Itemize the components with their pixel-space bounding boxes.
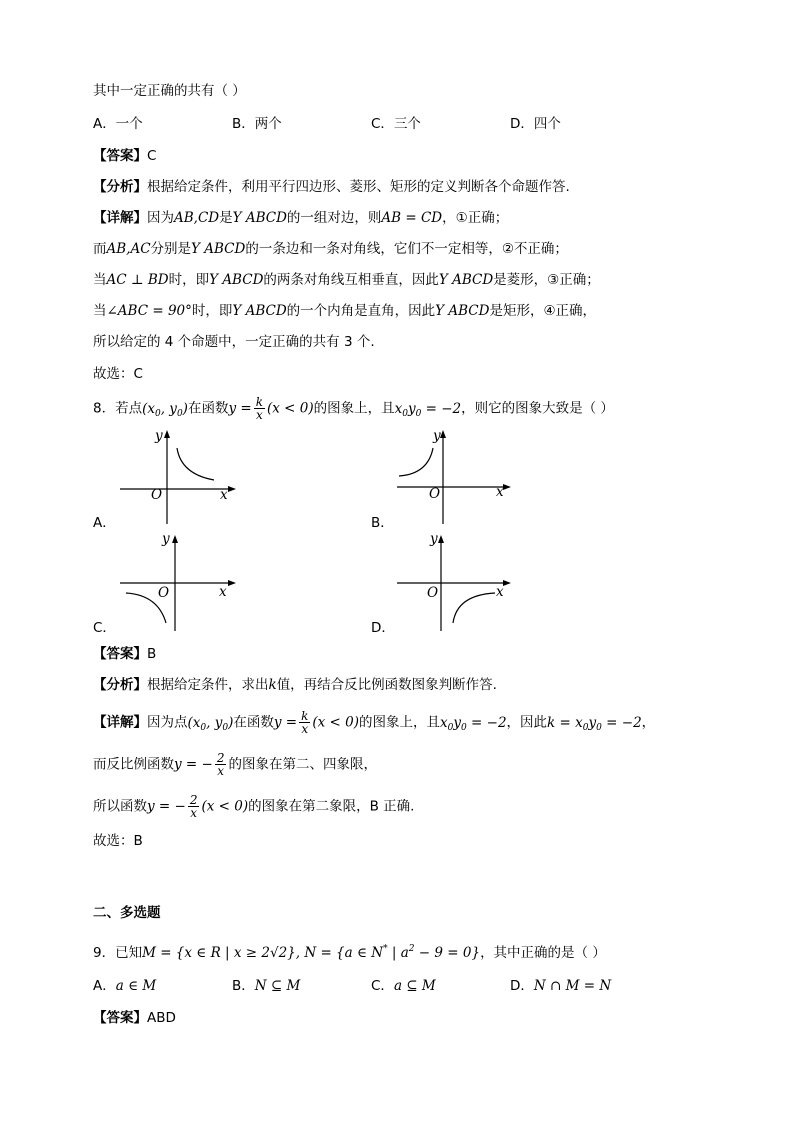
q8-stem-fraction: $\frac{k}{x}$	[255, 395, 263, 422]
graph-d-x-arrow	[503, 580, 511, 586]
q7-option-b: B．两个	[232, 116, 282, 132]
graph-b-x-arrow	[503, 484, 511, 490]
q7-intro: 其中一定正确的共有（ ）	[93, 83, 246, 99]
graph-b-x-label: x	[496, 484, 504, 500]
q8-detail-fraction: $\frac{k}{x}$	[301, 709, 309, 736]
graph-c-x-arrow	[228, 580, 236, 586]
graph-a-y-label: y	[155, 428, 163, 444]
graph-c-y-label: y	[162, 531, 170, 547]
graph-b	[395, 428, 513, 526]
graph-a-x-label: x	[220, 487, 228, 503]
graph-d-origin-label: O	[427, 585, 439, 601]
q8-detail-line-3: 所以函数y = − $\frac{2}{x}$ (x < 0)的图象在第二象限，B 正确.	[93, 793, 415, 820]
q7-option-a: A．一个	[93, 116, 143, 132]
q8-option-a: A．	[93, 515, 116, 531]
graph-a-x-arrow	[228, 486, 236, 492]
q8-detail-line-2: 而反比例函数y = − $\frac{2}{x}$ 的图象在第二、四象限，	[93, 751, 377, 778]
graph-c	[118, 533, 238, 633]
q8-stem: 8．若点($x_0$, $y_0$)在函数y = $\frac{k}{x}$ (x < 0)的图象上，且$x_0y_0 = -2$，则它的图象大致是（ ）	[93, 395, 614, 422]
q7-detail-line-2: 而AB,AC分别是Y ABCD的一条边和一条对角线，它们不一定相等，②不正确；	[93, 241, 568, 257]
q8-choice: 故选：B	[93, 833, 143, 849]
q8-option-d: D．	[371, 620, 395, 636]
graph-c-y-arrow	[172, 535, 178, 543]
q9-option-a: A．a ∈ M	[93, 978, 157, 994]
q8-detail3-fraction: $\frac{2}{x}$	[189, 793, 198, 820]
q9-stem: 9．已知M = {x ∈ R | x ≥ 2√2}, N = {a ∈ N* | $a^2 - 9 = 0$}，其中正确的是（ ）	[93, 944, 606, 961]
graph-a-origin-label: O	[151, 487, 163, 503]
graph-b-origin-label: O	[429, 486, 441, 502]
q8-answer: 【答案】B	[93, 646, 157, 662]
graph-b-curve	[399, 448, 433, 476]
graph-a-y-arrow	[164, 430, 170, 438]
q8-detail2-fraction: $\frac{2}{x}$	[216, 751, 225, 778]
q7-detail-line-3: 当AC ⊥ BD时，即Y ABCD的两条对角线互相垂直，因此Y ABCD是菱形，③正确；	[93, 272, 600, 288]
graph-d-curve	[453, 593, 495, 623]
graph-d-y-label: y	[430, 531, 438, 547]
graph-d-x-label: x	[496, 584, 504, 600]
graph-a	[118, 428, 238, 526]
graph-d	[395, 533, 513, 633]
q7-option-c: C．三个	[371, 116, 421, 132]
q8-option-c: C．	[93, 620, 116, 636]
q7-option-d: D．四个	[510, 116, 561, 132]
q8-option-b: B．	[371, 515, 394, 531]
graph-d-y-arrow	[438, 535, 444, 543]
q8-detail-line-1: 【详解】因为点($x_0$, $y_0$)在函数y = $\frac{k}{x}$ (x < 0)的图象上，且$x_0y_0 = -2$，因此$k = x_0y_0 = -2$，	[93, 709, 656, 736]
q7-detail-line-1: 【详解】因为AB,CD是Y ABCD的一组对边，则AB = CD，①正确；	[93, 210, 509, 226]
q7-analysis: 【分析】根据给定条件，利用平行四边形、菱形、矩形的定义判断各个命题作答.	[93, 179, 570, 195]
q8-analysis: 【分析】根据给定条件，求出k值，再结合反比例函数图象判断作答.	[93, 677, 497, 693]
q7-answer: 【答案】C	[93, 148, 157, 164]
graph-c-origin-label: O	[158, 585, 170, 601]
q7-detail-line-4: 当∠ABC = 90°时，即Y ABCD的一个内角是直角，因此Y ABCD是矩形，④正确，	[93, 303, 597, 319]
q7-conclusion: 所以给定的 4 个命题中，一定正确的共有 3 个.	[93, 334, 375, 350]
q9-option-b: B．N ⊆ M	[232, 978, 301, 994]
graph-c-x-label: x	[219, 584, 227, 600]
q9-option-c: C．a ⊆ M	[371, 978, 436, 994]
q9-answer: 【答案】ABD	[93, 1010, 176, 1026]
section-title: 二、多选题	[93, 905, 161, 921]
graph-b-y-label: y	[433, 428, 441, 444]
q7-choice: 故选：C	[93, 366, 143, 382]
graph-a-curve	[177, 448, 214, 480]
q9-option-d: D．N ∩ M = N	[510, 978, 612, 994]
